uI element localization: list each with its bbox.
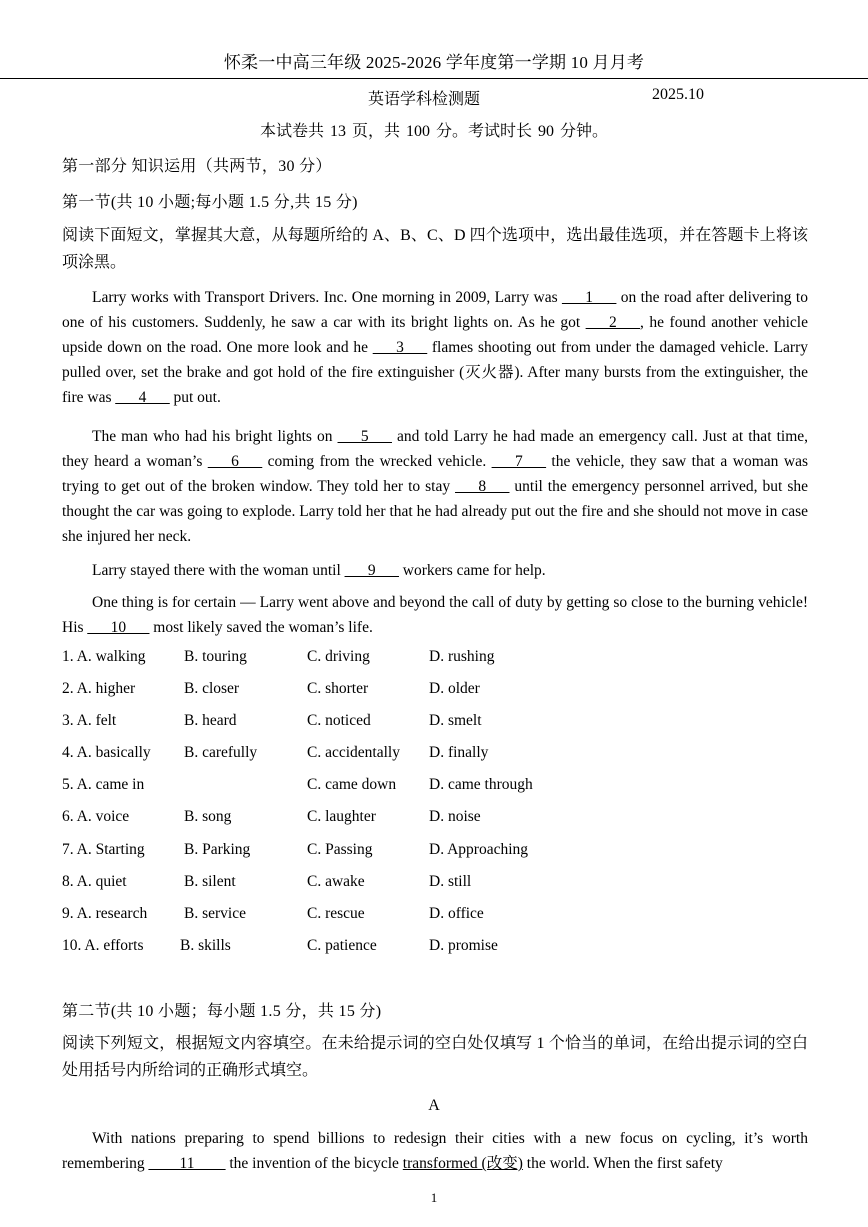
answer-options bbox=[62, 648, 622, 969]
option-b: B. touring bbox=[184, 648, 247, 665]
option-c: C. rescue bbox=[307, 904, 365, 922]
passage-label: A bbox=[428, 1097, 440, 1114]
text-run: Larry works with Transport Drivers. Inc. One morning in 2009, Larry was bbox=[92, 289, 563, 306]
option-b: B. song bbox=[184, 808, 232, 826]
option-d: D. Approaching bbox=[429, 840, 529, 858]
text-run: coming from the wrecked vehicle. bbox=[262, 453, 492, 470]
option-c: C. driving bbox=[307, 648, 370, 665]
option-d: D. smelt bbox=[429, 712, 482, 730]
header-divider bbox=[0, 78, 868, 79]
option-a: 2. A. higher bbox=[62, 680, 136, 698]
text-run: most likely saved the woman’s life. bbox=[149, 619, 373, 636]
cloze-paragraph-3 bbox=[62, 558, 808, 583]
option-b: B. heard bbox=[184, 712, 237, 730]
option-d: D. noise bbox=[429, 808, 481, 826]
passage-a-paragraph bbox=[62, 1126, 808, 1176]
cloze-paragraph-1 bbox=[62, 285, 808, 410]
option-d: D. came through bbox=[429, 776, 533, 794]
page-number: 1 bbox=[430, 1190, 438, 1205]
text-run: The man who had his bright lights on bbox=[92, 428, 338, 445]
option-b: B. silent bbox=[184, 872, 236, 890]
blank-9: ___9___ bbox=[344, 562, 399, 579]
option-b: B. carefully bbox=[184, 744, 258, 762]
exam-info: 本试卷共 13 页，共 100 分。考试时长 90 分钟。 bbox=[259, 123, 608, 140]
option-row-8 bbox=[62, 873, 622, 905]
text-run: and told Larry he had made an emergency call. Just at that time, they heard a woman’s bbox=[62, 428, 809, 470]
exam-date: 2025.10 bbox=[652, 86, 704, 103]
option-d: D. still bbox=[429, 872, 472, 890]
option-a: 8. A. quiet bbox=[62, 872, 127, 890]
blank-2: ___2___ bbox=[585, 314, 641, 331]
text-run: on the road after delivering to one of his customers. Suddenly, he saw a car with its bright lights on. As he got bbox=[62, 289, 808, 331]
text-run: Larry stayed there with the woman until bbox=[92, 562, 345, 579]
option-b: B. service bbox=[184, 904, 246, 922]
text-run: the world. When the first safety bbox=[522, 1155, 723, 1172]
blank-4: ___4___ bbox=[115, 389, 170, 406]
text-run: , he found another vehicle upside down on the road. One more look and he bbox=[62, 314, 808, 356]
option-b: B. skills bbox=[180, 936, 231, 954]
option-d: D. rushing bbox=[429, 648, 495, 665]
option-a: 1. A. walking bbox=[62, 648, 146, 665]
blank-3: ___3___ bbox=[372, 339, 428, 356]
section1-instructions: 阅读下面短文，掌握其大意，从每题所给的 A、B、C、D 四个选项中，选出最佳选项，并在答题卡上将该项涂黑。 bbox=[62, 227, 808, 271]
option-c: C. accidentally bbox=[307, 744, 400, 762]
text-run: until the emergency personnel arrived, but she thought the car was going to explode. Larry told her that he had already put out the fire and she should not move in case she injured her neck. bbox=[62, 478, 808, 545]
option-b: B. closer bbox=[184, 680, 240, 698]
text-run: the invention of the bicycle bbox=[225, 1155, 403, 1172]
option-row-9 bbox=[62, 905, 622, 937]
option-row-7 bbox=[62, 841, 622, 873]
option-a: 3. A. felt bbox=[62, 712, 117, 730]
cloze-paragraph-2 bbox=[62, 424, 808, 549]
text-run: One thing is for certain — Larry went above and beyond the call of duty by getting so close to the burning vehicle! His bbox=[62, 594, 808, 636]
option-a: 4. A. basically bbox=[62, 744, 151, 762]
option-c: C. awake bbox=[307, 872, 365, 890]
blank-6: ___6___ bbox=[207, 453, 263, 470]
cloze-paragraph-4 bbox=[62, 590, 808, 640]
option-d: D. office bbox=[429, 904, 484, 922]
text-run: With nations preparing to spend billions to redesign their cities with a new focus on cycling, it’s worth remembering bbox=[62, 1130, 808, 1172]
option-row-2 bbox=[62, 680, 622, 712]
blank-11: ____11____ bbox=[148, 1155, 226, 1172]
blank-5: ___5___ bbox=[337, 428, 392, 445]
option-c: C. Passing bbox=[307, 840, 373, 858]
option-a: 7. A. Starting bbox=[62, 840, 145, 858]
section2-instructions: 阅读下列短文，根据短文内容填空。在未给提示词的空白处仅填写 1 个恰当的单词，在给出提示词的空白处用括号内所给词的正确形式填空。 bbox=[62, 1035, 808, 1079]
blank-7: ___7___ bbox=[491, 453, 546, 470]
part1-heading: 第一部分 知识运用（共两节，30 分） bbox=[62, 158, 332, 175]
option-c: C. came down bbox=[307, 776, 397, 794]
text-run: workers came for help. bbox=[398, 562, 546, 579]
option-a: 10. A. efforts bbox=[62, 936, 144, 954]
option-row-4 bbox=[62, 744, 622, 776]
exam-title: 怀柔一中高三年级 2025-2026 学年度第一学期 10 月月考 bbox=[223, 53, 645, 72]
section2-heading: 第二节(共 10 小题；每小题 1.5 分，共 15 分) bbox=[62, 1003, 382, 1020]
blank-1: ___1___ bbox=[562, 289, 617, 306]
option-a: 9. A. research bbox=[62, 904, 148, 922]
blank-10: ___10___ bbox=[87, 619, 150, 636]
option-c: C. noticed bbox=[307, 712, 371, 730]
option-b: B. Parking bbox=[184, 840, 251, 858]
option-row-5 bbox=[62, 776, 622, 808]
underlined-word: transformed (改变) bbox=[402, 1155, 523, 1172]
option-row-6 bbox=[62, 808, 622, 840]
section1-heading: 第一节(共 10 小题;每小题 1.5 分,共 15 分) bbox=[62, 194, 358, 211]
option-a: 6. A. voice bbox=[62, 808, 130, 826]
option-a: 5. A. came in bbox=[62, 776, 145, 794]
option-d: D. promise bbox=[429, 936, 498, 954]
blank-8: ___8___ bbox=[455, 478, 510, 495]
option-d: D. older bbox=[429, 680, 480, 698]
option-c: C. shorter bbox=[307, 680, 369, 698]
text-run: put out. bbox=[169, 389, 221, 406]
text-run: the vehicle, they saw that a woman was trying to get out of the broken window. They told her to stay bbox=[62, 453, 808, 495]
option-c: C. patience bbox=[307, 936, 377, 954]
subject-title: 英语学科检测题 bbox=[368, 91, 481, 108]
option-d: D. finally bbox=[429, 744, 489, 762]
option-c: C. laughter bbox=[307, 808, 376, 826]
text-run: flames shooting out from under the damaged vehicle. Larry pulled over, set the brake and got hold of the fire extinguisher (灭火器). After many bursts from the extinguisher, the fire was bbox=[62, 339, 808, 406]
option-row-10 bbox=[62, 937, 622, 969]
option-row-3 bbox=[62, 712, 622, 744]
option-row-1 bbox=[62, 648, 622, 680]
